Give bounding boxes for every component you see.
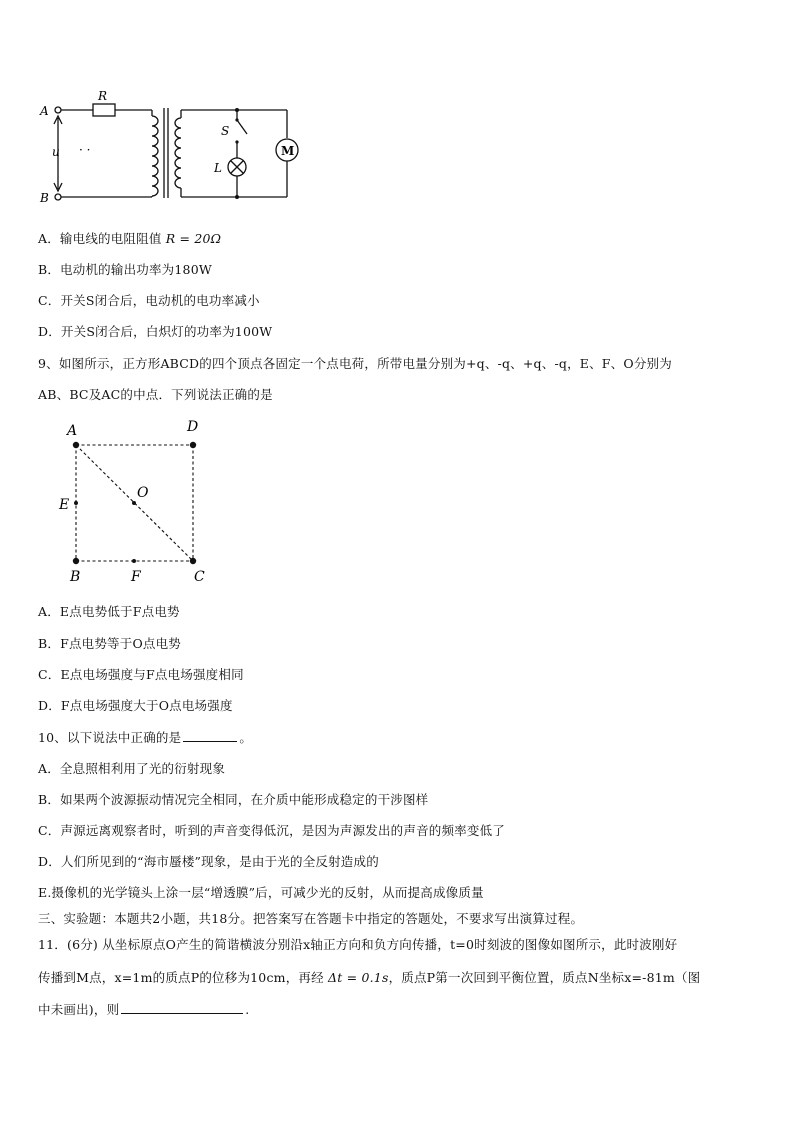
q9-stem-line1: 9、如图所示，正方形ABCD的四个顶点各固定一个点电荷，所带电量分别为+q、-q、+q、-q，E、F、O分别为 xyxy=(38,356,672,371)
q9-option-a: A．E点电势低于F点电势 xyxy=(38,604,180,619)
q11-answer-blank xyxy=(121,1003,243,1014)
q8-option-d: D．开关S闭合后，白炽灯的功率为100W xyxy=(38,324,273,339)
circuit-label-A: A xyxy=(40,104,49,118)
q10-option-a: A．全息照相利用了光的衍射现象 xyxy=(38,761,226,776)
circuit-label-u: u xyxy=(52,145,60,159)
q10-stem-text: 10、以下说法中正确的是 xyxy=(38,730,182,745)
q10-option-d: D．人们所见到的“海市蜃楼”现象，是由于光的全反射造成的 xyxy=(38,854,379,869)
q8-option-c: C．开关S闭合后，电动机的电功率减小 xyxy=(38,293,260,308)
circuit-label-S: S xyxy=(221,124,230,138)
q9-option-b: B．F点电势等于O点电势 xyxy=(38,636,182,651)
q10-stem xyxy=(38,728,252,746)
q9-stem-line2: AB、BC及AC的中点．下列说法正确的是 xyxy=(38,387,273,402)
q11-line3 xyxy=(38,1000,249,1018)
q10-option-e: E.摄像机的光学镜头上涂一层“增透膜”后，可减少光的反射，从而提高成像质量 xyxy=(38,885,484,900)
midpoint-O-label: O xyxy=(137,485,149,501)
q11-line3-text: 中未画出)，则 xyxy=(38,1002,120,1017)
q11-line2 xyxy=(38,968,700,986)
q8-option-a-text: A．输电线的电阻阻值 xyxy=(38,231,162,246)
q9-option-c: C．E点电场强度与F点电场强度相同 xyxy=(38,667,244,682)
q11-line3-end: . xyxy=(245,1002,250,1017)
q11-delta-t-formula: Δt = 0.1s xyxy=(328,970,389,985)
q8-option-a xyxy=(38,229,221,247)
vertex-C-label: C xyxy=(194,569,205,585)
midpoint-E-label: E xyxy=(59,497,70,513)
circuit-label-R: R xyxy=(98,89,108,103)
circuit-label-L: L xyxy=(214,161,222,175)
midpoint-F-label: F xyxy=(131,569,141,585)
vertex-B-label: B xyxy=(70,569,81,585)
q9-option-d: D．F点电场强度大于O点电场强度 xyxy=(38,698,233,713)
circuit-motor-M: M xyxy=(281,144,295,158)
q11-line2-end: ，质点P第一次回到平衡位置，质点N坐标x=-81m（图 xyxy=(388,970,701,985)
section3-heading: 三、实验题：本题共2小题，共18分。把答案写在答题卡中指定的答题处，不要求写出演算过程。 xyxy=(38,911,584,926)
q11-line1: 11．(6分) 从坐标原点O产生的简谐横波分别沿x轴正方向和负方向传播，t=0时刻波的图像如图所示，此时波刚好 xyxy=(38,937,678,952)
vertex-A-label: A xyxy=(67,423,78,439)
q11-line2-text: 传播到M点，x=1m的质点P的位移为10cm，再经 xyxy=(38,970,324,985)
q10-option-b: B．如果两个波源振动情况完全相同，在介质中能形成稳定的干涉图样 xyxy=(38,792,429,807)
vertex-D-label: D xyxy=(187,419,199,435)
q10-answer-blank xyxy=(183,731,237,742)
q8-option-b: B．电动机的输出功率为180W xyxy=(38,262,212,277)
circuit-label-B: B xyxy=(40,191,49,205)
square-charges-figure xyxy=(55,415,220,587)
q8-option-a-formula: R = 20Ω xyxy=(165,231,222,246)
transformer-circuit-figure xyxy=(36,88,306,208)
q10-option-c: C．声源远离观察者时，听到的声音变得低沉，是因为声源发出的声音的频率变低了 xyxy=(38,823,505,838)
q10-stem-end: 。 xyxy=(239,730,253,745)
circuit-dots: · · xyxy=(79,143,91,157)
